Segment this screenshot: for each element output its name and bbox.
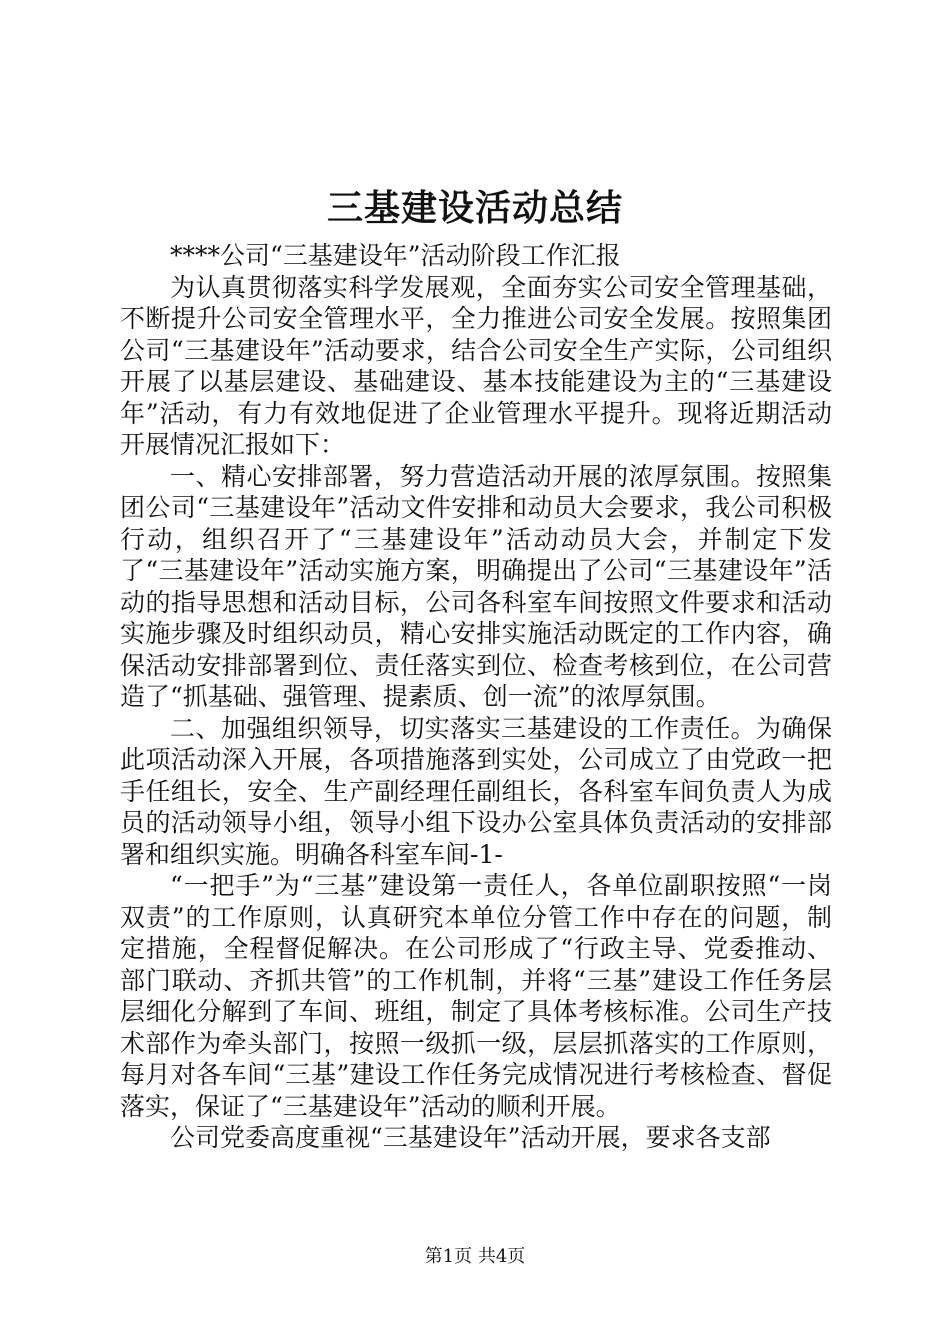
paragraph-subtitle: ****公司“三基建设年”活动阶段工作汇报	[170, 241, 621, 270]
document-body	[120, 240, 832, 1154]
paragraph-section-2: 二、加强组织领导，切实落实三基建设的工作责任。为确保此项活动深入开展，各项措施落到实处，公司成立了由党政一把手任组长，安全、生产副经理任副组长，各科室车间负责人为成员的活动领导小组，领导小组下设办公室具体负责活动的安排部署和组织实施。明确各科室车间-1-	[120, 713, 832, 869]
paragraph-responsibility: “一把手”为“三基”建设第一责任人，各单位副职按照“一岗双责”的工作原则，认真研究本单位分管工作中存在的问题，制定措施，全程督促解决。在公司形成了“行政主导、党委推动、部门联动、齐抓共管”的工作机制，并将“三基”建设工作任务层层细化分解到了车间、班组，制定了具体考核标准。公司生产技术部作为牵头部门，按照一级抓一级，层层抓落实的工作原则，每月对各车间“三基”建设工作任务完成情况进行考核检查、督促落实，保证了“三基建设年”活动的顺利开展。	[120, 871, 832, 1121]
paragraph-party-committee: 公司党委高度重视“三基建设年”活动开展，要求各支部	[170, 1123, 771, 1152]
paragraph-section-1: 一、精心安排部署，努力营造活动开展的浓厚氛围。按照集团公司“三基建设年”活动文件安排和动员大会要求，我公司积极行动，组织召开了“三基建设年”活动动员大会，并制定下发了“三基建设年”活动实施方案，明确提出了公司“三基建设年”活动的指导思想和活动目标，公司各科室车间按照文件要求和活动实施步骤及时组织动员，精心安排实施活动既定的工作内容，确保活动安排部署到位、责任落实到位、检查考核到位，在公司营造了“抓基础、强管理、提素质、创一流”的浓厚氛围。	[120, 461, 832, 711]
paragraph-intro: 为认真贯彻落实科学发展观，全面夯实公司安全管理基础，不断提升公司安全管理水平，全力推进公司安全发展。按照集团公司“三基建设年”活动要求，结合公司安全生产实际，公司组织开展了以基层建设、基础建设、基本技能建设为主的“三基建设年”活动，有力有效地促进了企业管理水平提升。现将近期活动开展情况汇报如下：	[120, 272, 832, 459]
document-title: 三基建设活动总结	[326, 187, 623, 229]
page-footer: 第1页 共4页	[424, 1246, 526, 1267]
